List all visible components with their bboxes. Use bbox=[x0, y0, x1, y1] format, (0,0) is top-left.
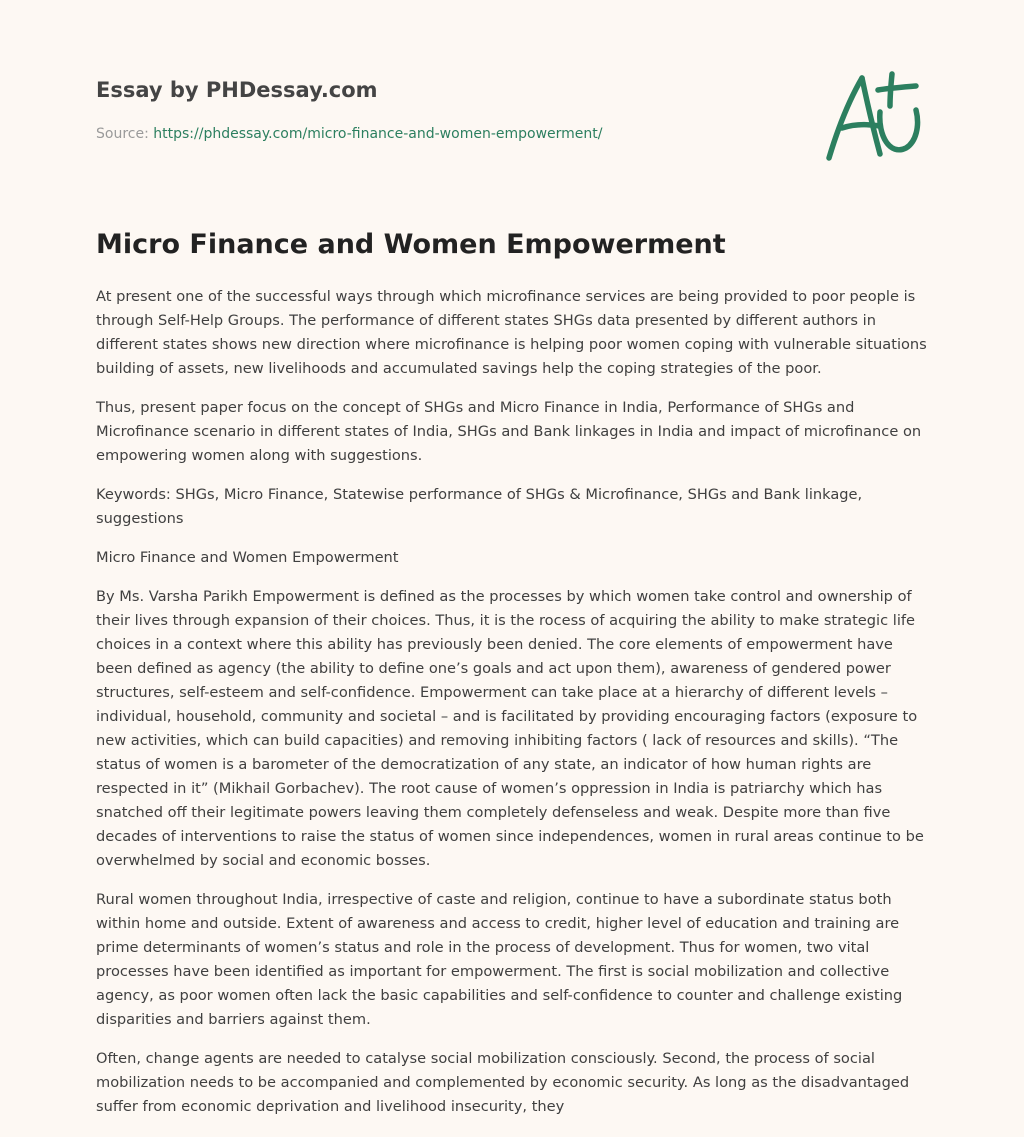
a-plus-grade-icon bbox=[820, 66, 930, 166]
essay-title: Micro Finance and Women Empowerment bbox=[96, 229, 726, 260]
section-heading: Micro Finance and Women Empowerment bbox=[96, 549, 399, 566]
source-link[interactable]: https://phdessay.com/micro-finance-and-women-empowerment/ bbox=[153, 126, 603, 142]
paragraph: At present one of the successful ways through which microfinance services are being provided to poor people is through Self-Help Groups. The performance of different states SHGs data presented by different authors in different states shows new direction where microfinance is helping poor women coping with vulnerable situations building of assets, new livelihoods and accumulated savings help the coping strategies of the poor. bbox=[96, 288, 927, 377]
paragraph: Often, change agents are needed to catalyse social mobilization consciously. Second, the process of social mobilization needs to be accompanied and complemented by economic security. As long as the disadvantaged suffer from economic deprivation and livelihood insecurity, they bbox=[96, 1050, 910, 1115]
page-header bbox=[96, 76, 796, 144]
site-title: Essay by PHDessay.com bbox=[96, 78, 378, 102]
paragraph: Thus, present paper focus on the concept of SHGs and Micro Finance in India, Performance of SHGs and Microfinance scenario in different states of India, SHGs and Bank linkages in India and impact of microfinance on empowering women along with suggestions. bbox=[96, 399, 922, 464]
source-line bbox=[96, 124, 796, 144]
paragraph: By Ms. Varsha Parikh Empowerment is defined as the processes by which women take control and ownership of their lives through expansion of their choices. Thus, it is the rocess of acquiring the ability to make strategic life choices in a context where this ability has previously been denied. The core elements of empowerment have been defined as agency (the ability to define one’s goals and act upon them), awareness of gendered power structures, self-esteem and self-confidence. Empowerment can take place at a hierarchy of different levels – individual, household, community and societal – and is facilitated by providing encouraging factors (exposure to new activities, which can build capacities) and removing inhibiting factors ( lack of resources and skills). “The status of women is a barometer of the democratization of any state, an indicator of how human rights are respected in it” (Mikhail Gorbachev). The root cause of women’s oppression in India is patriarchy which has snatched off their legitimate powers leaving them completely defenseless and weak. Despite more than five decades of interventions to raise the status of women since independences, women in rural areas continue to be overwhelmed by social and economic bosses. bbox=[96, 588, 924, 869]
source-label: Source: bbox=[96, 126, 149, 142]
essay-body bbox=[96, 285, 932, 1134]
paragraph: Rural women throughout India, irrespective of caste and religion, continue to have a subordinate status both within home and outside. Extent of awareness and access to credit, higher level of education and training are prime determinants of women’s status and role in the process of development. Thus for women, two vital processes have been identified as important for empowerment. The first is social mobilization and collective agency, as poor women often lack the basic capabilities and self-confidence to counter and challenge existing disparities and barriers against them. bbox=[96, 891, 903, 1028]
keywords-paragraph: Keywords: SHGs, Micro Finance, Statewise performance of SHGs & Microfinance, SHGs and Bank linkage, suggestions bbox=[96, 486, 863, 527]
